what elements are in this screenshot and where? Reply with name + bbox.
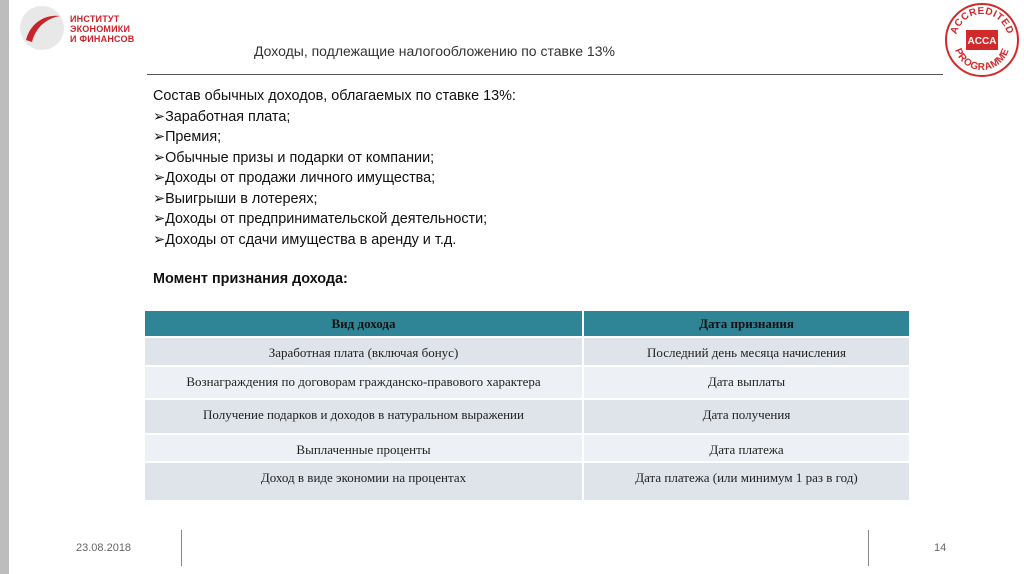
institute-logo bbox=[20, 6, 140, 52]
list-item-text: Обычные призы и подарки от компании; bbox=[165, 149, 435, 166]
list-item-text: Доходы от продажи личного имущества; bbox=[165, 170, 436, 186]
table-cell: Дата платежа (или минимум 1 раз в год) bbox=[583, 462, 909, 500]
arrow-bullet-icon: ➢ bbox=[153, 211, 166, 227]
footer-divider-left bbox=[181, 530, 182, 566]
arrow-bullet-icon: ➢ bbox=[153, 170, 166, 186]
list-item-text: Заработная плата; bbox=[165, 108, 291, 125]
list-item-text: Премия; bbox=[165, 129, 222, 145]
table-cell: Вознаграждения по договорам гражданско-правового характера bbox=[145, 366, 583, 399]
table-header-row bbox=[145, 311, 909, 337]
svg-text:ACCREDITED: ACCREDITED bbox=[948, 5, 1016, 36]
acca-accredited-badge bbox=[944, 2, 1020, 78]
arrow-bullet-icon: ➢ bbox=[153, 149, 166, 166]
intro-text: Состав обычных доходов, облагаемых по ставке 13%: bbox=[153, 88, 516, 104]
table-row bbox=[145, 434, 909, 462]
table-row bbox=[145, 462, 909, 500]
list-item bbox=[153, 209, 516, 230]
list-item-text: Доходы от сдачи имущества в аренду и т.д. bbox=[165, 231, 457, 248]
footer-divider-right bbox=[868, 530, 869, 566]
arrow-bullet-icon: ➢ bbox=[153, 190, 166, 207]
table-cell: Доход в виде экономии на процентах bbox=[145, 462, 583, 500]
table-cell: Последний день месяца начисления bbox=[583, 337, 909, 366]
table-cell: Дата получения bbox=[583, 399, 909, 434]
table-row bbox=[145, 366, 909, 399]
income-composition bbox=[153, 86, 516, 250]
list-item bbox=[153, 168, 516, 189]
arrow-bullet-icon: ➢ bbox=[153, 108, 166, 125]
logo-line-3: И ФИНАНСОВ bbox=[70, 34, 135, 44]
list-item-text: Доходы от предпринимательской деятельности; bbox=[165, 211, 488, 227]
footer-date: 23.08.2018 bbox=[76, 542, 132, 554]
table-cell: Дата платежа bbox=[583, 434, 909, 462]
logo-line-1: ИНСТИТУТ bbox=[70, 14, 120, 24]
page-number: 14 bbox=[934, 542, 947, 554]
table-row bbox=[145, 337, 909, 366]
logo-swoosh-icon bbox=[20, 6, 64, 50]
list-item bbox=[153, 107, 516, 128]
list-item-text: Выигрыши в лотереях; bbox=[165, 190, 318, 207]
column-header-recognition-date: Дата признания bbox=[583, 311, 909, 337]
table-cell: Дата выплаты bbox=[583, 366, 909, 399]
slide-title: Доходы, подлежащие налогообложению по ставке 13% bbox=[254, 43, 615, 59]
list-item bbox=[153, 127, 516, 148]
arrow-bullet-icon: ➢ bbox=[153, 231, 166, 248]
recognition-subheading: Момент признания дохода: bbox=[153, 271, 348, 287]
column-header-income-type: Вид дохода bbox=[145, 311, 583, 337]
table-row bbox=[145, 399, 909, 434]
table-cell: Выплаченные проценты bbox=[145, 434, 583, 462]
list-item bbox=[153, 230, 516, 251]
table-cell: Заработная плата (включая бонус) bbox=[145, 337, 583, 366]
list-item bbox=[153, 148, 516, 169]
svg-text:ACCA: ACCA bbox=[967, 36, 997, 47]
logo-line-2: ЭКОНОМИКИ bbox=[70, 24, 131, 34]
svg-text:PROGRAMME: PROGRAMME bbox=[952, 46, 1012, 74]
list-item bbox=[153, 189, 516, 210]
arrow-bullet-icon: ➢ bbox=[153, 129, 166, 145]
title-divider bbox=[147, 74, 943, 75]
recognition-table bbox=[145, 311, 909, 500]
logo-text bbox=[70, 14, 134, 44]
table-cell: Получение подарков и доходов в натуральном выражении bbox=[145, 399, 583, 434]
left-edge-strip bbox=[0, 0, 9, 574]
